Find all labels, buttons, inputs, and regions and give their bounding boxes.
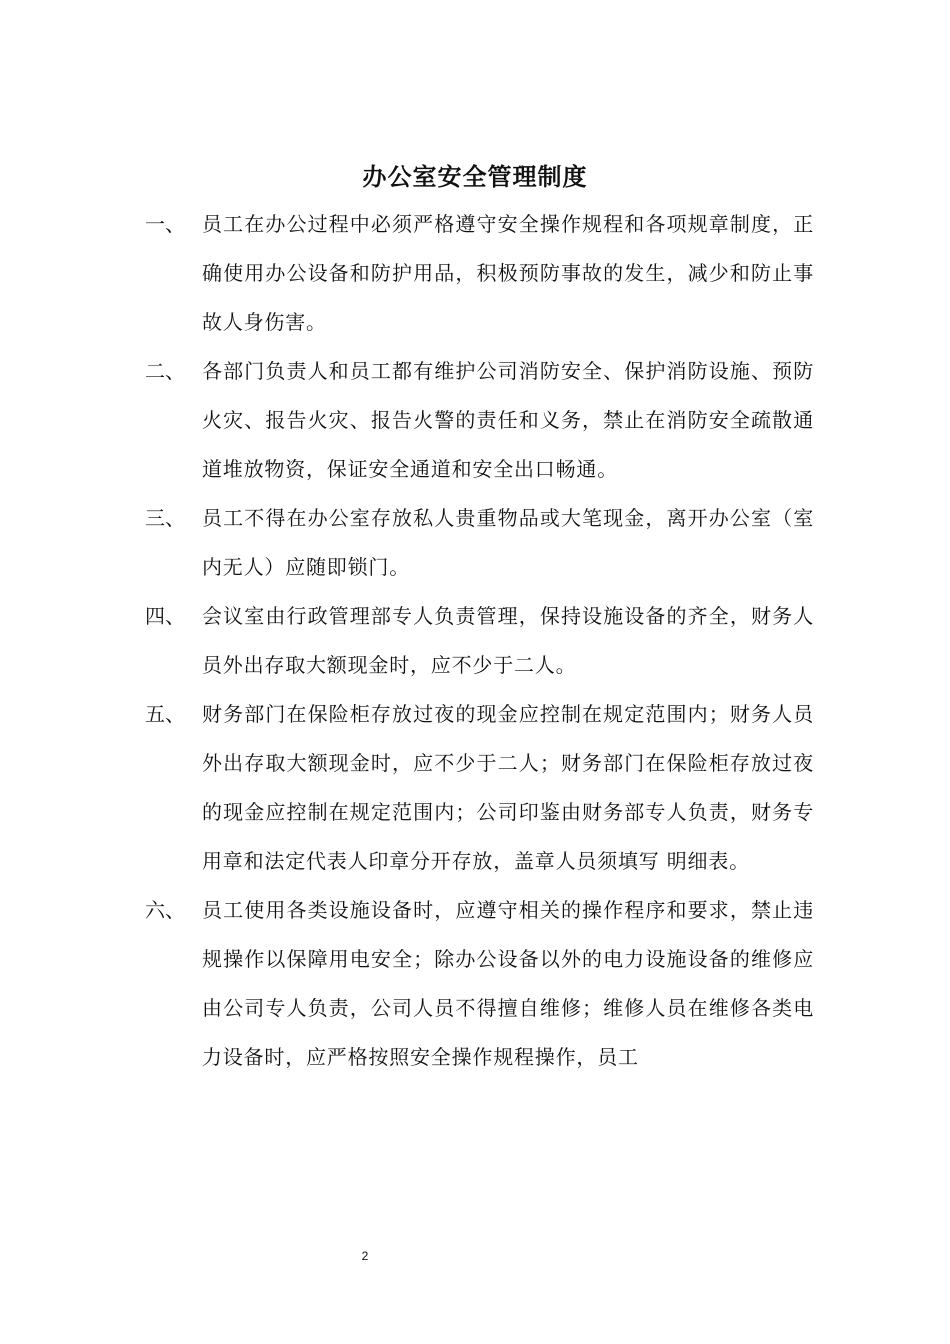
clause-text: 财务部门在保险柜存放过夜的现金应控制在规定范围内；财务人员外出存取大额现金时，应不少于二人；财务部门在保险柜存放过夜的现金应控制在规定范围内；公司印鉴由财务部专人负责，财务专用章和法定代表人印章分开存放，盖章人员须填写 明细表。 [202, 702, 814, 873]
clause-item [0, 494, 950, 592]
clause-number: 四、 [145, 604, 185, 628]
clause-item [0, 690, 950, 886]
clause-text: 员工在办公过程中必须严格遵守安全操作规程和各项规章制度，正确使用办公设备和防护用品，积极预防事故的发生，减少和防止事故人身伤害。 [202, 212, 814, 334]
clause-number: 一、 [145, 212, 185, 236]
clause-text: 各部门负责人和员工都有维护公司消防安全、保护消防设施、预防火灾、报告火灾、报告火警的责任和义务，禁止在消防安全疏散通道堆放物资，保证安全通道和安全出口畅通。 [202, 359, 814, 481]
clause-item [0, 347, 950, 494]
clause-text: 会议室由行政管理部专人负责管理，保持设施设备的齐全，财务人员外出存取大额现金时，应不少于二人。 [202, 604, 814, 677]
clause-item [0, 886, 950, 1082]
clause-text: 员工不得在办公室存放私人贵重物品或大笔现金，离开办公室（室内无人）应随即锁门。 [202, 506, 814, 579]
document-title: 办公室安全管理制度 [362, 162, 588, 192]
clause-text: 员工使用各类设施设备时，应遵守相关的操作程序和要求，禁止违规操作以保障用电安全；除办公设备以外的电力设施设备的维修应由公司专人负责，公司人员不得擅自维修；维修人员在维修各类电力设备时，应严格按照安全操作规程操作，员工 [202, 898, 814, 1069]
clause-number: 二、 [145, 359, 185, 383]
clause-number: 三、 [145, 506, 185, 530]
clause-number: 五、 [145, 702, 185, 726]
clause-number: 六、 [145, 898, 185, 922]
clause-item [0, 592, 950, 690]
clause-item [0, 200, 950, 347]
clause-list [0, 200, 950, 1082]
page-number: 2 [361, 1249, 369, 1263]
